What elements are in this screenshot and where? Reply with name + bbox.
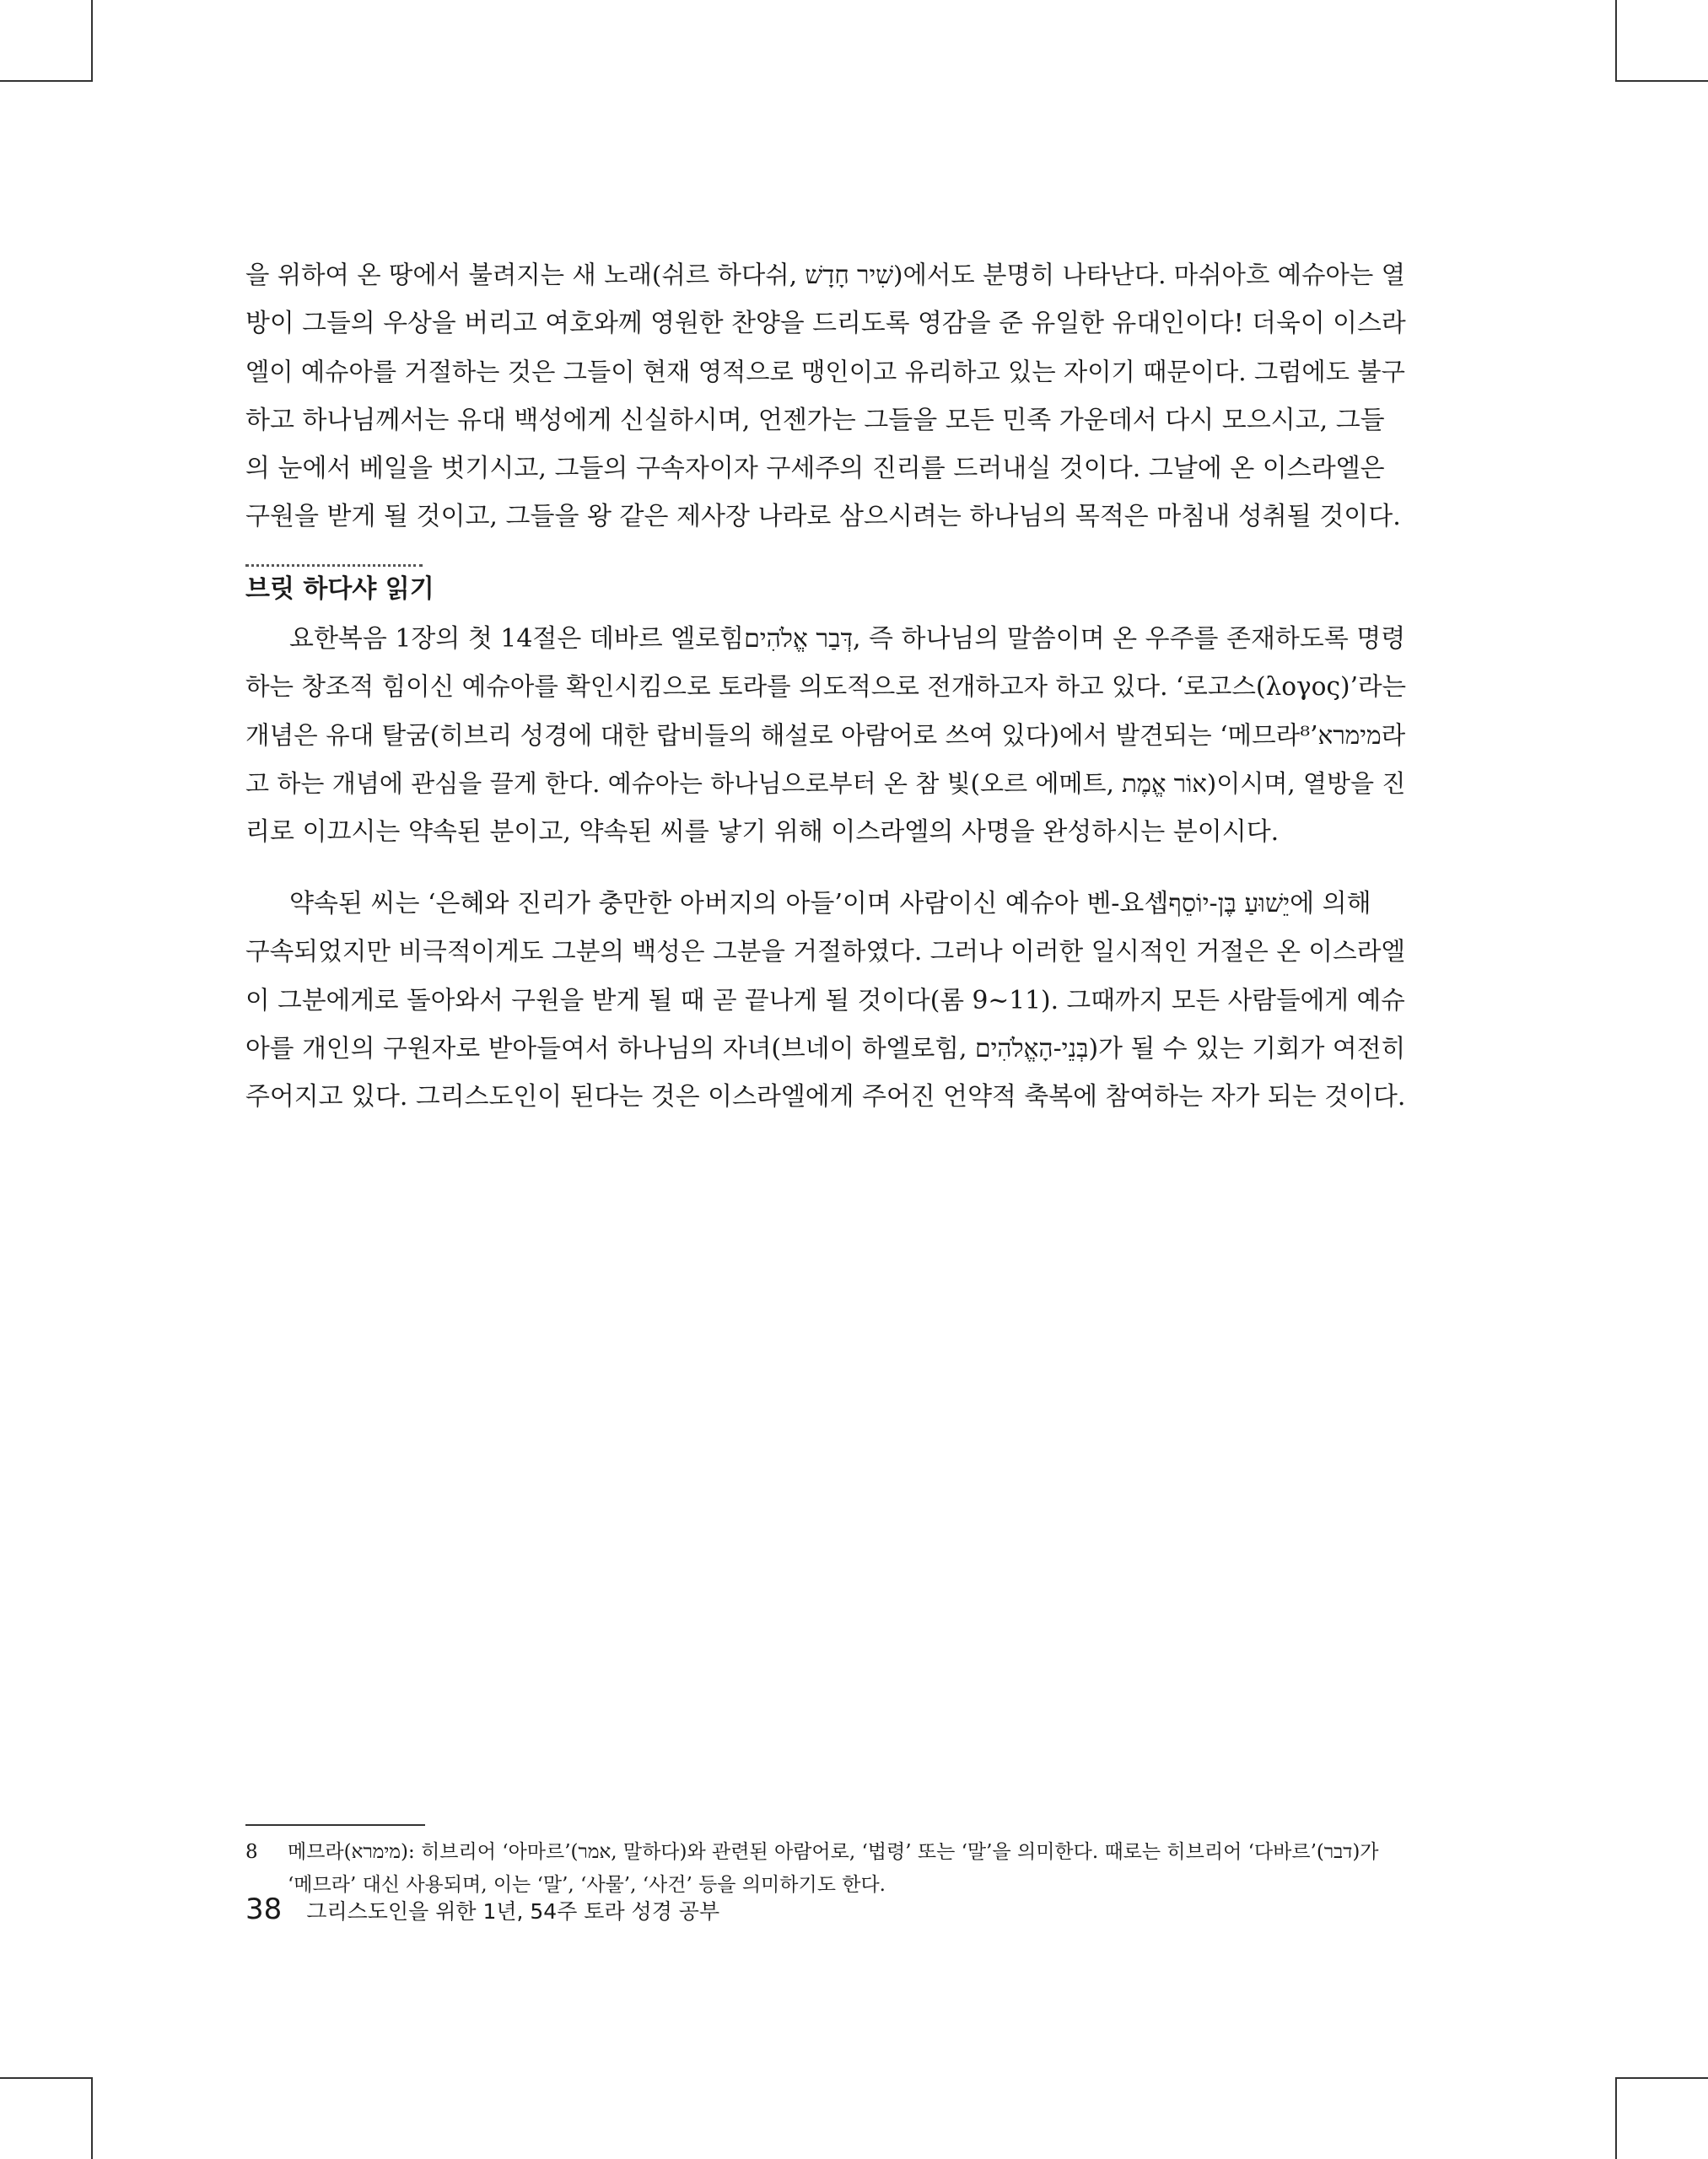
crop-mark: [1615, 2077, 1708, 2079]
text-line: 개념은 유대 탈굼(히브리 성경에 대한 랍비들의 해설로 아람어로 쓰여 있다)에서 발견되는 ‘메므라מימרא’⁸라: [245, 720, 1406, 750]
text-line: 아를 개인의 구원자로 받아들여서 하나님의 자녀(브네이 하엘로힘, בְּנֵי-הָאֱלֹהִים)가 될 수 있는 기회가 여전히: [245, 1033, 1406, 1063]
text-line: 하고 하나님께서는 유대 백성에게 신실하시며, 언젠가는 그들을 모든 민족 가운데서 다시 모으시고, 그들: [245, 405, 1385, 435]
crop-mark: [0, 2077, 93, 2079]
text-line: 이 그분에게로 돌아와서 구원을 받게 될 때 곧 끝나게 될 것이다(롬 9~11). 그때까지 모든 사람들에게 예슈: [245, 985, 1405, 1015]
text-line: 요한복음 1장의 첫 14절은 데바르 엘로힘דְּבַר אֱלֹהִים, 즉 하나님의 말씀이며 온 우주를 존재하도록 명령: [289, 624, 1406, 654]
body-paragraph-3: [245, 880, 1406, 1121]
text-line: 엘이 예슈아를 거절하는 것은 그들이 현재 영적으로 맹인이고 유리하고 있는 자이기 때문이다. 그럼에도 불구: [245, 357, 1405, 386]
footnote-divider: [245, 1824, 425, 1826]
crop-mark: [91, 2077, 93, 2159]
text-line: 방이 그들의 우상을 버리고 여호와께 영원한 찬양을 드리도록 영감을 준 유일한 유대인이다! 더욱이 이스라: [245, 309, 1406, 339]
body-paragraph-2: [245, 615, 1406, 856]
crop-mark: [0, 80, 93, 82]
text-line: 리로 이끄시는 약속된 분이고, 약속된 씨를 낳기 위해 이스라엘의 사명을 완성하시는 분이시다.: [245, 817, 1280, 848]
text-line: 구원을 받게 될 것이고, 그들을 왕 같은 제사장 나라로 삼으시려는 하나님의 목적은 마침내 성취될 것이다.: [245, 502, 1401, 532]
crop-mark: [1615, 80, 1708, 82]
footnote-line: ‘메므라’ 대신 사용되며, 이는 ‘말’, ‘사물’, ‘사건’ 등을 의미하기도 한다.: [288, 1874, 886, 1896]
footnote-number: 8: [245, 1841, 258, 1863]
text-line: 의 눈에서 베일을 벗기시고, 그들의 구속자이자 구세주의 진리를 드러내실 것이다. 그날에 온 이스라엘은: [245, 454, 1385, 484]
text-line: 을 위하여 온 땅에서 불려지는 새 노래(쉬르 하다쉬, שִׁיר חָדָשׁ)에서도 분명히 나타난다. 마쉬아흐 예슈아는 열: [245, 261, 1405, 289]
paragraph: [245, 615, 1406, 856]
text-line: 구속되었지만 비극적이게도 그분의 백성은 그분을 거절하였다. 그러나 이러한 일시적인 거절은 온 이스라엘: [245, 937, 1406, 967]
body-paragraph-1: [245, 251, 1406, 541]
section-divider: [245, 564, 423, 567]
text-line: 주어지고 있다. 그리스도인이 된다는 것은 이스라엘에게 주어진 언약적 축복에 참여하는 자가 되는 것이다.: [245, 1082, 1406, 1112]
text-line: 고 하는 개념에 관심을 끌게 한다. 예슈아는 하나님으로부터 온 참 빛(오르 에메트, אוֹר אֱמֶת)이시며, 열방을 진: [245, 768, 1406, 798]
footnote-line: 메므라(מימרא): 히브리어 ‘아마르’(אמר, 말하다)와 관련된 아람어로, ‘법령’ 또는 ‘말’을 의미한다. 때로는 히브리어 ‘다바르’(דבר)가: [288, 1841, 1379, 1863]
paragraph: [245, 251, 1406, 541]
paragraph: [245, 880, 1406, 1121]
page-footer: [245, 1892, 719, 1926]
section-heading: 브릿 하다샤 읽기: [245, 574, 434, 604]
text-line: 하는 창조적 힘이신 예슈아를 확인시킴으로 토라를 의도적으로 전개하고자 하고 있다. ‘로고스(λογος)’라는: [245, 672, 1407, 702]
crop-mark: [1615, 2077, 1617, 2159]
page-number: 38: [245, 1892, 283, 1926]
running-title: 그리스도인을 위한 1년, 54주 토라 성경 공부: [306, 1899, 720, 1924]
text-line: 약속된 씨는 ‘은혜와 진리가 충만한 아버지의 아들’이며 사람이신 예슈아 벤-요셉יֵשׁוּעַ בֶּן-יוֹסֵף에 의해: [289, 889, 1371, 918]
crop-mark: [91, 0, 93, 80]
crop-mark: [1615, 0, 1617, 80]
